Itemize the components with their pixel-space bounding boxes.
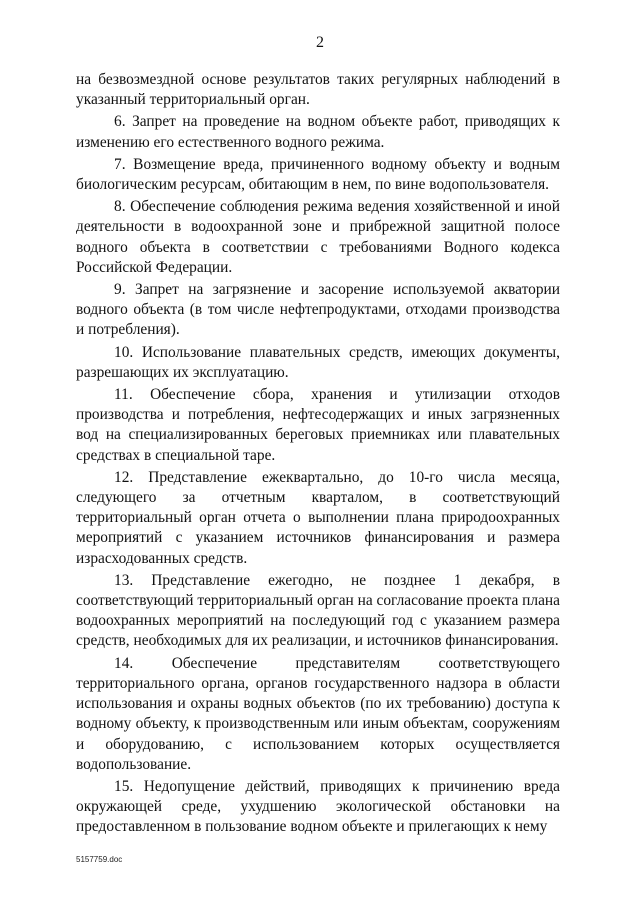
footer-file-code: 5157759.doc	[76, 855, 123, 864]
paragraph-item-10: 10. Использование плавательных средств, имеющих документы, разрешающих их эксплуатацию.	[76, 343, 560, 381]
paragraph-item-8: 8. Обеспечение соблюдения режима ведения хозяйственной и иной деятельности в водоохранной зоне и прибрежной защитной полосе водного объекта в соответствии с требованиями Водного кодекса Российской Федерации.	[76, 198, 560, 276]
paragraph-item-9: 9. Запрет на загрязнение и засорение используемой акватории водного объекта (в том числе нефтепродуктами, отходами производства и потребления).	[76, 281, 560, 339]
paragraph-item-13: 13. Представление ежегодно, не позднее 1 декабря, в соответствующий территориальный орган на согласование проекта плана водоохранных мероприятий на последующий год с указанием размера средств, необходимых для их реализации, и источников финансирования.	[76, 571, 560, 650]
paragraph-item-6: 6. Запрет на проведение на водном объекте работ, приводящих к изменению его естественного водного режима.	[76, 113, 560, 151]
paragraph-item-7: 7. Возмещение вреда, причиненного водному объекту и водным биологическим ресурсам, обитающим в нем, по вине водопользователя.	[76, 155, 560, 194]
paragraph-item-11: 11. Обеспечение сбора, хранения и утилизации отходов производства и потребления, нефтесодержащих и иных загрязненных вод на специализированных береговых приемниках или плавательных средствах в специальной таре.	[76, 386, 560, 464]
paragraph-item-12: 12. Представление ежеквартально, до 10-го числа месяца, следующего за отчетным кварталом, в соответствующий территориальный орган отчета о выполнении плана природоохранных мероприятий с указанием источников финансирования и размера израсходованных средств.	[76, 468, 560, 567]
paragraph-continued: на безвозмездной основе результатов таких регулярных наблюдений в указанный территориальный орган.	[76, 71, 560, 109]
document-body	[76, 70, 560, 840]
paragraph-item-15: 15. Недопущение действий, приводящих к причинению вреда окружающей среде, ухудшению экологической обстановки на предоставленном в пользование водном объекте и прилегающих к нему	[76, 777, 560, 836]
page-number: 2	[316, 34, 324, 51]
paragraph-item-14: 14. Обеспечение представителям соответствующего территориального органа, органов государственного надзора в области использования и охраны водных объектов (по их требованию) доступа к водному объекту, к производственным или иным объектам, сооружениям и оборудованию, с использованием которых осуществляется водопользование.	[76, 654, 560, 773]
